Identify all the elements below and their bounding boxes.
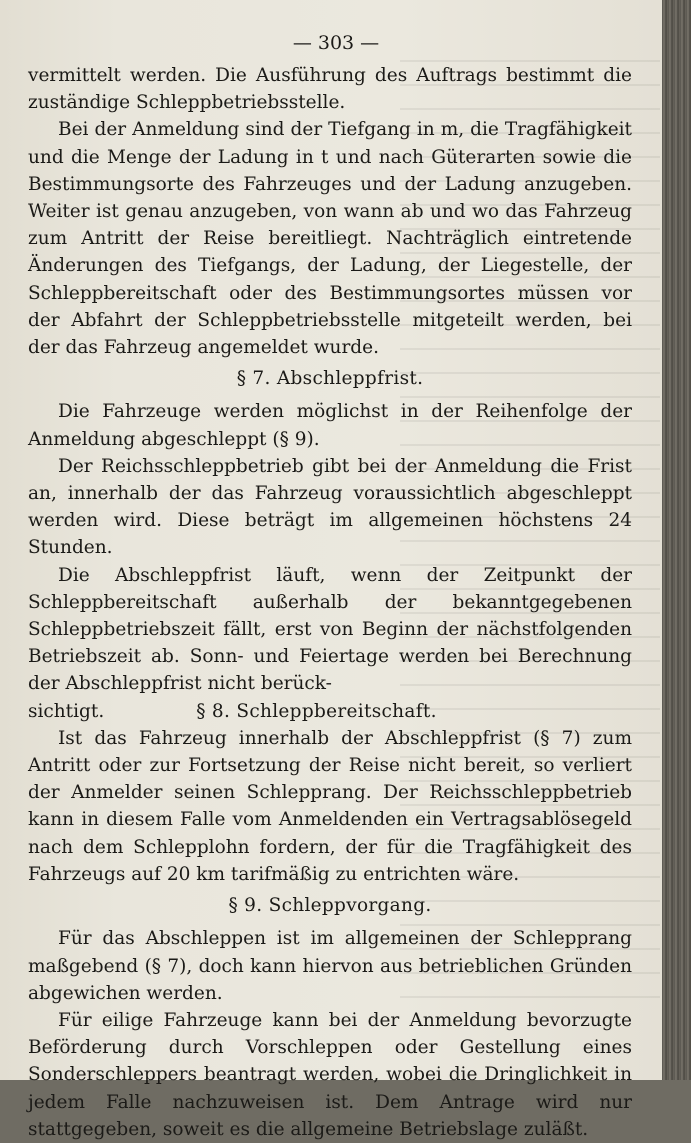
section-7-paragraph-2: Der Reichsschleppbetrieb gibt bei der Anmeldung die Frist an, innerhalb der das Fahrzeug voraussichtlich abgeschleppt werden wird. Diese beträgt im allgemeinen höchstens 24 Stunden. (28, 455, 632, 559)
page-content (28, 28, 632, 1143)
section-7-paragraph-3: Die Abschleppfrist läuft, wenn der Zeitpunkt der Schleppbereitschaft außerhalb der bekanntgegebenen Schleppbetriebszeit fällt, erst von Beginn der nächstfolgenden Betriebszeit ab. Sonn- und Feiertage werden bei Berechnung der Abschleppfrist nicht berück- (28, 564, 632, 695)
section-7-trailing-line (28, 698, 632, 725)
paragraph-anmeldung: Bei der Anmeldung sind der Tiefgang in m, die Tragfähigkeit und die Menge der Ladung in t und nach Güterarten sowie die Bestimmungsorte des Fahrzeuges und der Ladung anzugeben. Weiter ist genau anzugeben, von wann ab und wo das Fahrzeug zum Antritt der Reise bereitliegt. Nachträglich eintretende Änderungen des Tiefgangs, der Ladung, der Liegestelle, der Schleppbereitschaft oder des Bestimmungsortes müssen vor der Abfahrt der Schleppbetriebsstelle mitgeteilt werden, bei der das Fahrzeug angemeldet wurde. (28, 119, 632, 359)
section-9-paragraph-2: Für eilige Fahrzeuge kann bei der Anmeldung bevorzugte Beförderung durch Vorschleppen oder Gestellung eines Sonderschleppers beantragt werden, wobei die Dringlichkeit in jedem Falle nachzuweisen ist. Dem Antrage wird nur stattgegeben, soweit es die allgemeine Betriebslage zuläßt. (28, 1009, 632, 1140)
page-stack-edge (662, 0, 691, 1080)
section-8-title: § 8. Schleppbereitschaft. (196, 700, 437, 722)
section-7-title: § 7. Abschleppfrist. (236, 368, 424, 390)
section-9-paragraph-1: Für das Abschleppen ist im allgemeinen der Schlepprang maßgebend (§ 7), doch kann hiervon aus betrieblichen Gründen abgewichen werden. (28, 928, 632, 1004)
section-9-title: § 9. Schleppvorgang. (228, 895, 432, 917)
section-7-paragraph-1: Die Fahrzeuge werden möglichst in der Reihenfolge der Anmeldung abgeschleppt (§ 9). (28, 401, 632, 450)
paragraph-intro: vermittelt werden. Die Ausführung des Auftrags bestimmt die zuständige Schleppbetriebsstelle. (28, 65, 632, 114)
page-number: — 303 — (292, 32, 380, 54)
section-8-paragraph-1: Ist das Fahrzeug innerhalb der Abschleppfrist (§ 7) zum Antritt oder zur Fortsetzung der Reise nicht bereit, so verliert der Anmelder seinen Schlepprang. Der Reichsschleppbetrieb kann in diesem Falle vom Anmeldenden ein Vertragsablösegeld nach dem Schlepplohn fordern, der für die Tragfähigkeit des Fahrzeugs auf 20 km tarifmäßig zu entrichten wäre. (28, 727, 632, 885)
section-7-paragraph-4: sichtigt. (28, 700, 105, 722)
